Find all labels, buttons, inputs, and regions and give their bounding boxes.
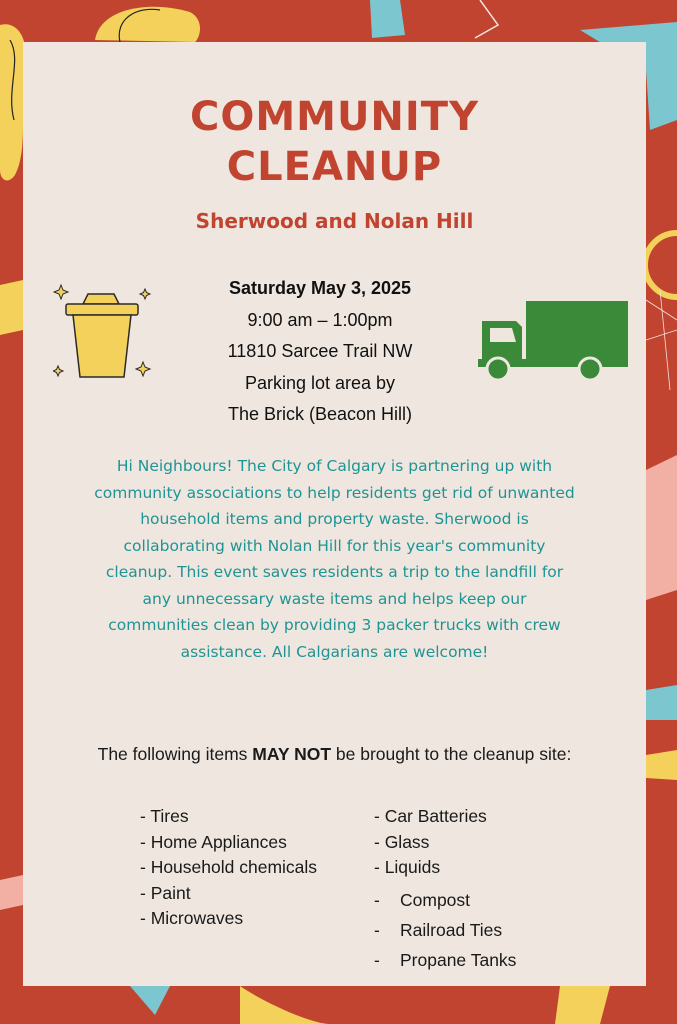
event-details	[200, 273, 440, 431]
list-item: - Household chemicals	[140, 857, 318, 877]
event-address: 11810 Sarcee Trail NW	[227, 341, 413, 361]
event-location-line-2: The Brick (Beacon Hill)	[227, 404, 413, 424]
rules-emphasis: MAY NOT	[252, 744, 332, 764]
list-item: - Glass	[374, 831, 430, 852]
restricted-items-right-bulleted	[374, 885, 516, 975]
event-location-line-1: Parking lot area by	[244, 372, 396, 393]
list-item: - Compost	[374, 885, 516, 915]
rules-prefix: The following items	[97, 744, 253, 764]
list-dash: -	[374, 890, 380, 910]
rules-suffix: be brought to the cleanup site:	[331, 744, 572, 764]
trash-bin-icon	[53, 280, 153, 385]
poster-title	[23, 92, 646, 192]
poster-card	[23, 42, 646, 986]
list-item: - Tires	[140, 806, 189, 826]
list-item: - Liquids	[374, 857, 441, 877]
list-item: - Propane Tanks	[374, 945, 516, 975]
event-date: Saturday May 3, 2025	[228, 278, 412, 298]
list-item: - Railroad Ties	[374, 915, 516, 945]
list-item: - Car Batteries	[374, 806, 487, 826]
poster-subtitle: Sherwood and Nolan Hill	[195, 209, 474, 233]
list-item: - Paint	[140, 882, 191, 903]
list-dash: -	[374, 950, 380, 970]
intro-paragraph: Hi Neighbours! The City of Calgary is partnering up with community associations to help residents get rid of unwanted household items and property waste. Sherwood is collaborating with Nolan Hill for this year's community cleanup. This event saves residents a trip to the landfill for any unnecessary waste items and helps keep our communities clean by providing 3 packer trucks with crew assistance. All Calgarians are welcome!	[94, 457, 575, 661]
event-time: 9:00 am – 1:00pm	[247, 309, 393, 330]
truck-icon	[478, 301, 628, 381]
restricted-items-left	[140, 804, 317, 932]
list-item: - Home Appliances	[140, 831, 287, 852]
restricted-items-right	[374, 804, 487, 881]
title-line-2: CLEANUP	[226, 144, 443, 190]
title-line-1: COMMUNITY	[189, 94, 480, 140]
list-item: - Microwaves	[140, 908, 244, 928]
restricted-items-heading	[83, 741, 586, 767]
list-dash: -	[374, 920, 380, 940]
